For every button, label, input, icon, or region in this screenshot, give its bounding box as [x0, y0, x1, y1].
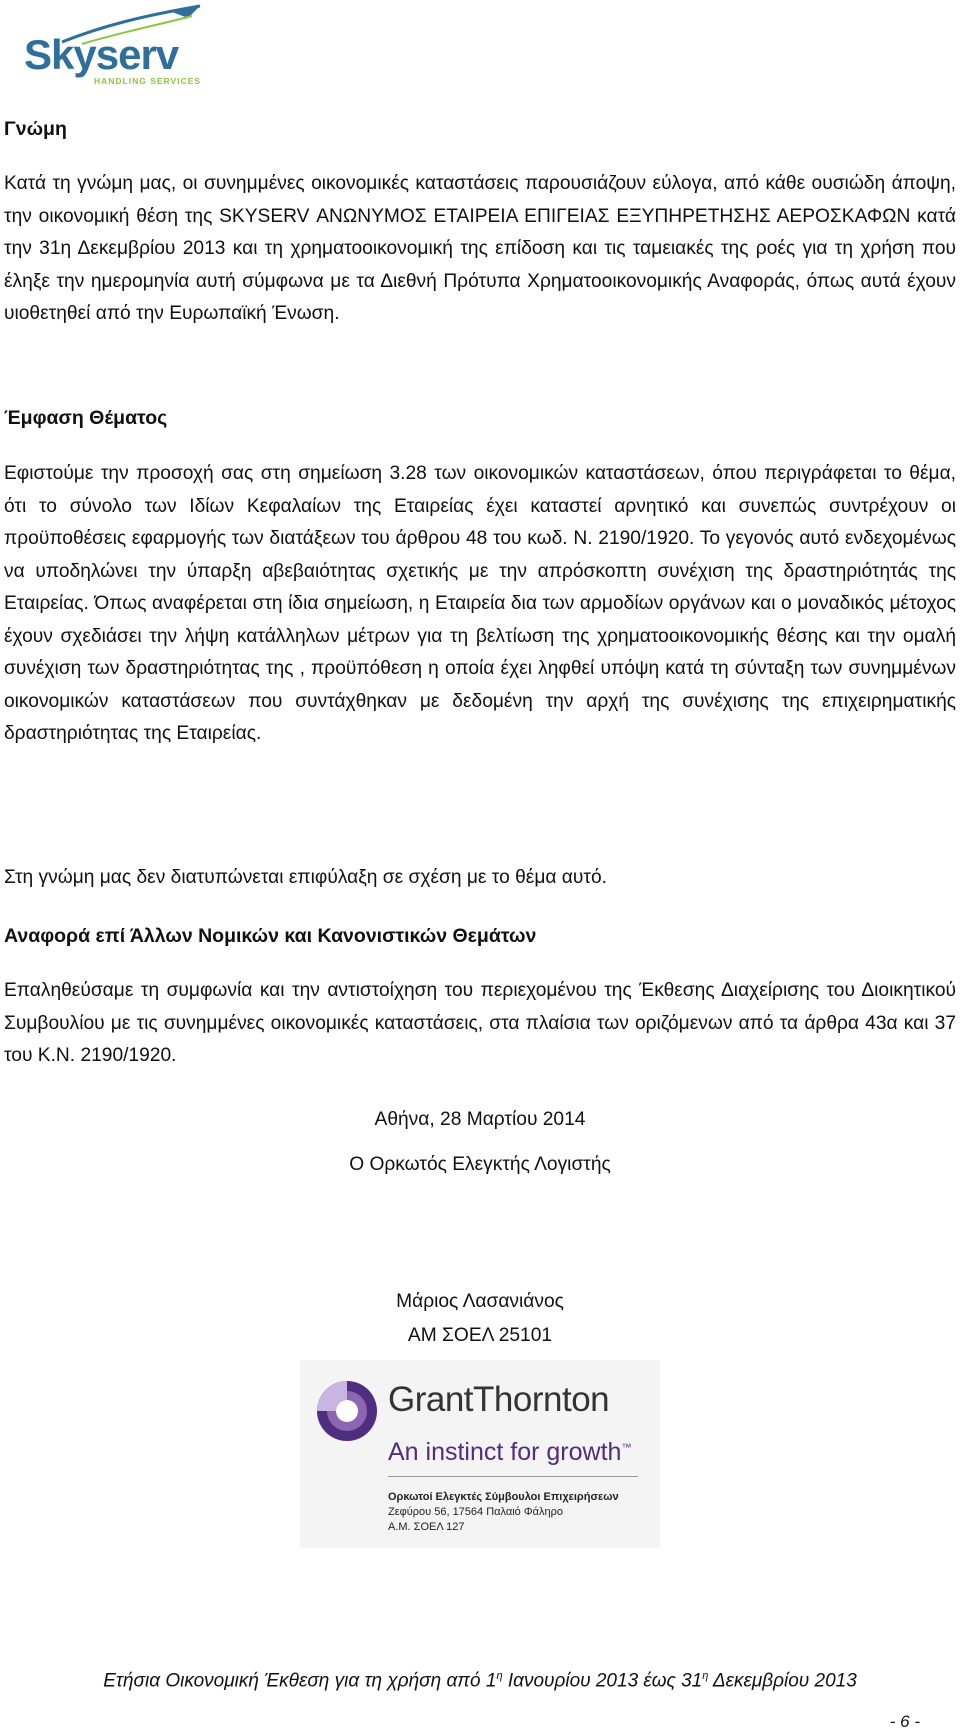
emphasis-paragraph: Εφιστούμε την προσοχή σας στη σημείωση 3.28 των οικονομικών καταστάσεων, όπου περιγράφεται το θέμα, ότι το σύνολο των Ιδίων Κεφαλαίων της Εταιρείας έχει καταστεί αρνητικό και συνεπώς συντρέχουν οι προϋποθέσεις εφαρμογής των διατάξεων του άρθρου 48 του κωδ. Ν. 2190/1920. Το γεγονός αυτό ενδεχομένως να υποδηλώνει την ύπαρξη αβεβαιότητας σχετικής με την απρόσκοπτη συνέχιση της δραστηριότητάς της Εταιρείας. Όπως αναφέρεται στη ίδια σημείωση, η Εταιρεία δια των αρμοδίων οργάνων και ο μοναδικός μέτοχος έχουν σχεδιάσει την λήψη κατάλληλων μέτρων για τη βελτίωση της χρηματοοικονομικής θέσης και την ομαλή συνέχιση των δραστηριότητας της , προϋπόθεση η οποία έχει ληφθεί υπόψη κατά τη σύνταξη των συνημμένων οικονομικών καταστάσεων που συντάχθηκαν με δεδομένη την αρχή της συνέχισης της επιχειρηματικής δραστηριότητας της Εταιρείας.	[4, 463, 956, 744]
grant-thornton-tagline-text: An instinct for growth	[388, 1438, 622, 1466]
grant-thornton-tagline	[388, 1438, 631, 1467]
stamp-divider	[388, 1476, 638, 1477]
grant-thornton-line3: Α.Μ. ΣΟΕΛ 127	[388, 1521, 465, 1533]
skyserv-subtitle: HANDLING SERVICES	[94, 76, 202, 86]
trademark-mark: ™	[621, 1442, 632, 1454]
emphasis-heading: Έμφαση Θέματος	[4, 407, 168, 429]
grant-thornton-logo-icon	[312, 1376, 382, 1446]
report-footer	[0, 1664, 960, 1693]
auditor-registry: ΑΜ ΣΟΕΛ 25101	[407, 1325, 553, 1346]
skyserv-logo	[22, 4, 212, 88]
opinion-heading: Γνώμη	[4, 118, 67, 140]
footer-sup1: η	[496, 1670, 503, 1682]
auditor-name: Μάριος Λασανιάνος	[396, 1291, 564, 1312]
footer-part3: Δεκεμβρίου 2013	[708, 1670, 857, 1692]
grant-thornton-line1: Ορκωτοί Ελεγκτές Σύμβουλοι Επιχειρήσεων	[388, 1491, 619, 1503]
auditor-role: Ο Ορκωτός Ελεγκτής Λογιστής	[349, 1154, 611, 1175]
grant-thornton-name: GrantThornton	[388, 1380, 610, 1419]
footer-sup2: η	[702, 1670, 709, 1682]
page-number: - 6 -	[889, 1712, 920, 1731]
grant-thornton-line2: Ζεφύρου 56, 17564 Παλαιό Φάληρο	[388, 1506, 563, 1518]
opinion-paragraph: Κατά τη γνώμη μας, οι συνημμένες οικονομικές καταστάσεις παρουσιάζουν εύλογα, από κάθε ουσιώδη άποψη, την οικονομική θέση της SKYSERV ΑΝΩΝΥΜΟΣ ΕΤΑΙΡΕΙΑ ΕΠΙΓΕΙΑΣ ΕΞΥΠΗΡΕΤΗΣΗΣ ΑΕΡΟΣΚΑΦΩΝ κατά την 31η Δεκεμβρίου 2013 και τη χρηματοοικονομική της επίδοση και τις ταμειακές της ροές για τη χρήση που έληξε την ημερομηνία αυτή σύμφωνα με τα Διεθνή Πρότυπα Χρηματοοικονομικής Αναφοράς, όπως αυτά έχουν υιοθετηθεί από την Ευρωπαϊκή Ένωση.	[4, 173, 956, 324]
no-qualification-paragraph: Στη γνώμη μας δεν διατυπώνεται επιφύλαξη σε σχέση με το θέμα αυτό.	[4, 867, 607, 888]
legal-heading: Αναφορά επί Άλλων Νομικών και Κανονιστικών Θεμάτων	[4, 925, 537, 947]
legal-paragraph: Επαληθεύσαμε τη συμφωνία και την αντιστοίχηση του περιεχομένου της Έκθεσης Διαχείρισης του Διοικητικού Συμβουλίου με τις συνημμένες οικονομικές καταστάσεις, στα πλαίσια των οριζόμενων από τα άρθρα 43α και 37 του Κ.Ν. 2190/1920.	[4, 980, 956, 1066]
place-date: Αθήνα, 28 Μαρτίου 2014	[374, 1109, 586, 1130]
footer-part2: Ιανουρίου 2013 έως 31	[502, 1670, 703, 1692]
footer-part1: Ετήσια Οικονομική Έκθεση για τη χρήση από 1	[103, 1670, 497, 1692]
skyserv-wordmark: Skyserv	[24, 31, 179, 78]
grant-thornton-stamp	[300, 1360, 660, 1548]
